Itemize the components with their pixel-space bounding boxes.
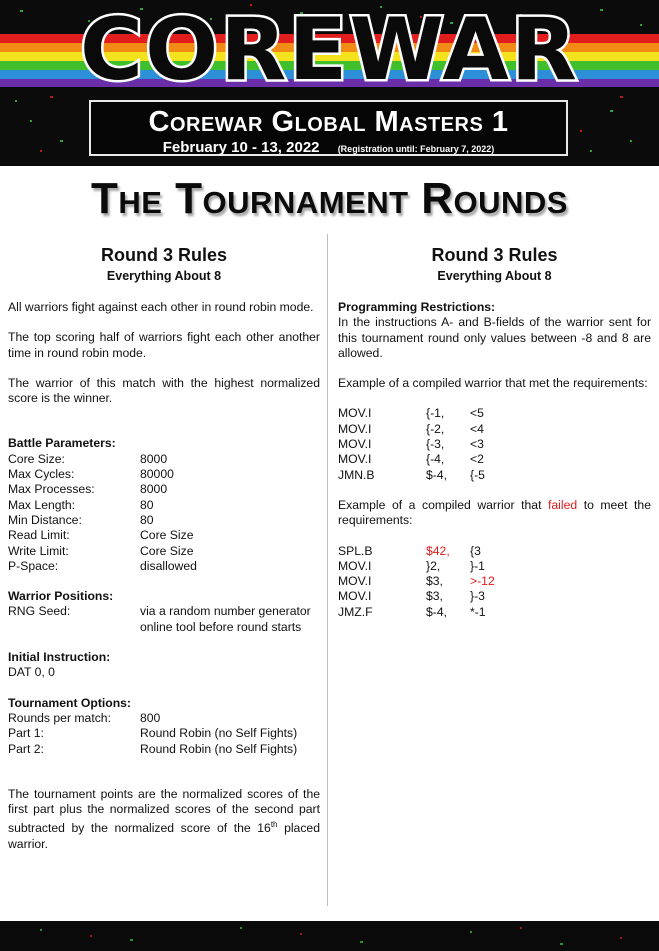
programming-restrictions-heading: Programming Restrictions: [338,300,496,314]
param-key: Max Length: [8,497,76,512]
code-line [338,574,651,589]
param-value: 8000 [140,482,168,497]
code-opcode: MOV.I [338,574,372,589]
code-opcode: MOV.I [338,452,372,467]
met-intro-post: the requirements: [549,376,648,391]
warrior-positions-heading: Warrior Positions: [8,589,114,604]
met-example-intro [338,376,651,391]
code-b-field-invalid: >-12 [470,574,495,589]
header-banner [0,0,659,166]
code-b-field: {3 [470,543,481,558]
code-opcode: MOV.I [338,406,372,421]
met-intro-pre: Example of a compiled warrior that [338,376,530,391]
code-b-field: {-5 [470,467,485,482]
param-value: 80 [140,497,154,512]
event-box [89,100,568,156]
code-a-field: $-4, [426,604,448,619]
page-title: The Tournament Rounds [91,174,568,223]
param-value: 80000 [140,467,174,482]
param-row [8,544,320,559]
param-row [8,452,320,467]
failed-code-block [338,544,651,620]
left-column [8,244,320,867]
param-row [8,513,320,528]
intro-paragraph: The warrior of this match with the highest normalized score is the winner. [8,375,320,406]
tournament-options-heading: Tournament Options: [8,695,131,710]
param-value: Core Size [140,543,194,558]
event-dates: February 10 - 13, 2022 [162,139,320,156]
intro-paragraph: The top scoring half of warriors fight each other another time in round robin mode. [8,330,320,360]
failed-intro-pre: Example of a compiled warrior that [338,497,548,512]
param-value: 80 [140,512,154,527]
points-paragraph [8,787,320,852]
failed-intro-word: failed [548,497,578,512]
code-opcode: JMN.B [338,467,375,482]
param-key: Core Size: [8,451,65,466]
left-title: Round 3 Rules [100,245,227,265]
code-line [338,559,651,574]
left-subtitle: Everything About 8 [106,269,222,283]
met-code-block [338,406,651,482]
option-row [8,726,320,741]
code-a-field: $3, [426,574,443,589]
code-opcode: MOV.I [338,437,372,452]
code-line [338,589,651,604]
column-divider [327,234,328,906]
rng-seed-value: via a random number generator online tool before round starts [140,604,311,634]
code-line [338,452,651,467]
code-line [338,468,651,483]
code-a-field: {-3, [426,437,445,452]
param-key: Min Distance: [8,512,82,527]
option-value: Round Robin (no Self Fights) [140,726,298,741]
failed-intro-post: to meet the requirements: [338,497,651,528]
code-b-field: <3 [470,437,484,452]
param-row [8,498,320,513]
code-line [338,406,651,421]
code-opcode: MOV.I [338,558,372,573]
right-column [338,244,651,620]
initial-instruction-heading: Initial Instruction: [8,650,111,665]
code-a-field: {-4, [426,452,445,467]
param-value: disallowed [140,558,197,573]
param-row [8,559,320,574]
code-line [338,437,651,452]
points-text: The tournament points are the normalized scores of the first part plus the normalized scores of the second part subtracted by the normalized score of the 16 [8,786,320,836]
right-title: Round 3 Rules [431,245,558,265]
code-opcode: MOV.I [338,421,372,436]
right-subtitle: Everything About 8 [437,269,552,283]
footer-background [0,921,659,951]
battle-parameters-list [8,452,320,574]
code-b-field: }-1 [470,558,485,573]
option-row [8,711,320,726]
option-row [8,742,320,757]
rng-seed-label: RNG Seed: [8,604,71,619]
code-a-field-invalid: $42, [426,543,450,558]
param-value: Core Size [140,528,194,543]
code-opcode: MOV.I [338,589,372,604]
code-line [338,544,651,559]
param-key: Read Limit: [8,528,70,543]
corewar-logo: COREWAR [80,0,579,100]
met-intro-word: met [529,376,550,391]
option-key: Part 1: [8,726,44,741]
code-b-field: *-1 [470,604,486,619]
points-superscript: th [270,820,278,830]
param-row [8,467,320,482]
rng-seed-row [8,604,320,635]
param-key: P-Space: [8,558,59,573]
param-value: 8000 [140,451,168,466]
code-opcode: JMZ.F [338,604,373,619]
option-key: Rounds per match: [8,710,111,725]
code-a-field: }2, [426,558,441,573]
code-a-field: $3, [426,589,443,604]
code-opcode: SPL.B [338,543,373,558]
intro-paragraph: All warriors fight against each other in round robin mode. [8,300,314,314]
code-b-field: <5 [470,406,484,421]
option-key: Part 2: [8,741,44,756]
event-title: Corewar Global Masters 1 [148,106,509,138]
param-key: Max Processes: [8,482,95,497]
event-dates-line [91,139,566,158]
code-b-field: <2 [470,452,484,467]
option-value: 800 [140,710,161,725]
option-value: Round Robin (no Self Fights) [140,741,298,756]
footer-banner [0,921,659,951]
registration-note: (Registration until: February 7, 2022) [337,144,495,154]
param-key: Max Cycles: [8,467,75,482]
code-line [338,605,651,620]
code-b-field: <4 [470,421,484,436]
param-row [8,528,320,543]
param-key: Write Limit: [8,543,69,558]
code-a-field: {-2, [426,421,445,436]
param-row [8,482,320,497]
code-a-field: {-1, [426,406,445,421]
initial-instruction-value: DAT 0, 0 [8,665,55,680]
code-a-field: $-4, [426,467,448,482]
battle-parameters-heading: Battle Parameters: [8,436,116,451]
code-b-field: }-3 [470,589,485,604]
restrictions-paragraph: In the instructions A- and B-fields of the warrior sent for this tournament round only values between -8 and 8 are allowed. [338,315,651,360]
code-line [338,422,651,437]
failed-example-intro [338,498,651,529]
points-text-end: placed warrior. [8,821,320,851]
